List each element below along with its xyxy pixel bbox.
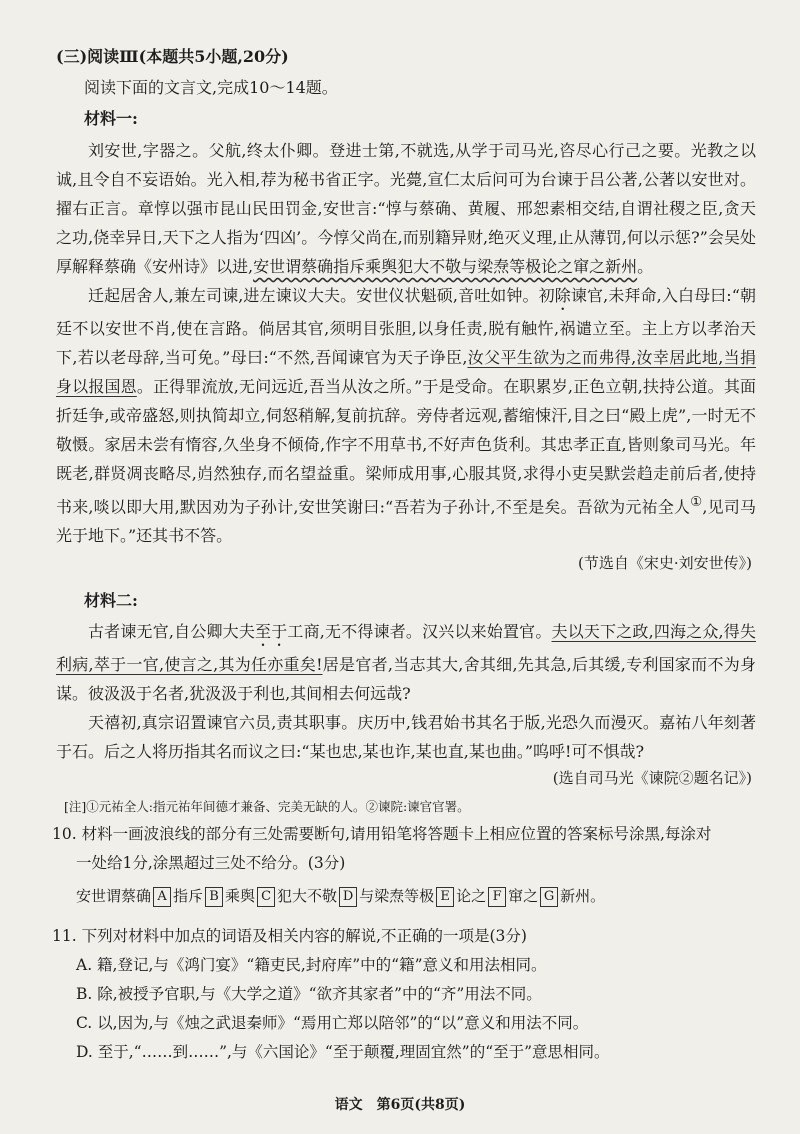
segment-text: 乘舆 bbox=[225, 887, 256, 905]
material1-paragraph-1: 刘安世,字器之。父航,终太仆卿。登进士第,不就选,从学于司马光,咨尽心行己之要。光教之以诚,且令自不妄语始。光入相,荐为秘书省正字。光薨,宣仁太后问可为台谏于吕公著,公著以安世对。擢右正言。章惇以强市昆山民田罚金,安世言:“惇与蔡确、黄履、邢恕素相交结,自谓社稷之臣,贪天之功,侥幸异日,天下之人指为‘四凶’。今惇父尚在,而别籍异财,绝灭义理,止从薄罚,何以示惩?”会吴处厚解释蔡确《安州诗》以进,安世谓蔡确指斥乘舆犯大不敬与梁焘等极论之窜之新州。 bbox=[56, 141, 756, 276]
answer-box-d[interactable]: D bbox=[339, 887, 357, 907]
material2-label: 材料二: bbox=[84, 591, 138, 610]
footnotes: [注]①元祐全人:指元祐年间德才兼备、完美无缺的人。②谏院:谏官官署。 bbox=[64, 799, 470, 814]
question-11 bbox=[52, 922, 760, 1067]
answer-box-b[interactable]: B bbox=[205, 887, 223, 907]
material2-paragraph-1: 古者谏无官,自公卿大夫至于工商,无不得谏者。汉兴以来始置官。夫以天下之政,四海之众,得失利病,萃于一官,使言之,其为任亦重矣!居是官者,当志其大,舍其细,先其急,后其缓,专利国家而不为身谋。彼汲汲于名者,犹汲汲于利也,其间相去何远哉? bbox=[56, 622, 756, 703]
answer-box-a[interactable]: A bbox=[153, 887, 171, 907]
segment-text: 论之 bbox=[456, 887, 487, 905]
underlined-sentence-1: 汝父平生欲为之而弗得,汝幸居此地,当捐身以报国恩 bbox=[56, 348, 756, 396]
dotted-word-zhiyu: 至于 bbox=[255, 622, 288, 641]
option-c[interactable]: C. 以,因为,与《烛之武退秦师》“焉用亡郑以陪邻”的“以”意义和用法不同。 bbox=[76, 1014, 589, 1032]
answer-box-g[interactable]: G bbox=[540, 887, 558, 907]
question-11-stem: 11. 下列对材料中加点的词语及相关内容的解说,不正确的一项是(3分) bbox=[52, 927, 527, 945]
segment-text: 指斥 bbox=[173, 887, 204, 905]
question-10-line-2: 一处给1分,涂黑超过三处不给分。(3分) bbox=[76, 854, 346, 872]
wavy-underlined-text: 安世谓蔡确指斥乘舆犯大不敬与梁焘等极论之窜之新州 bbox=[253, 257, 638, 276]
question-10 bbox=[52, 820, 760, 878]
page-footer: 语文 第6页(共8页) bbox=[334, 1097, 466, 1113]
material2-source: (选自司马光《谏院②题名记》) bbox=[552, 769, 752, 787]
answer-boxes-row bbox=[76, 885, 605, 907]
footnote-marker-1: ① bbox=[690, 495, 703, 510]
segment-text: 新州。 bbox=[560, 887, 606, 905]
section-title: (三)阅读Ⅲ(本题共5小题,20分) bbox=[56, 47, 289, 66]
material1-label: 材料一: bbox=[84, 109, 138, 128]
question-10-line-1: 10. 材料一画波浪线的部分有三处需要断句,请用铅笔将答题卡上相应位置的答案标号涂黑,每涂对 bbox=[52, 825, 712, 843]
option-b[interactable]: B. 除,被授予官职,与《大学之道》“欲齐其家者”中的“齐”用法不同。 bbox=[76, 985, 542, 1003]
material2-paragraph-2: 天禧初,真宗诏置谏官六员,责其职事。庆历中,钱君始书其名于版,光恐久而漫灭。嘉祐八年刻著于石。后之人将历指其名而议之曰:“某也忠,某也诈,某也直,某也曲。”呜呼!可不惧哉? bbox=[56, 713, 756, 761]
material1-paragraph-2: 迁起居舍人,兼左司谏,进左谏议大夫。安世仪状魁硕,音吐如钟。初除谏官,未拜命,入白母曰:“朝廷不以安世不肖,使在言路。倘居其官,须明目张胆,以身任责,脱有触忤,祸谴立至。主上方以孝治天下,若以老母辞,当可免。”母曰:“不然,吾闻谏官为天子诤臣,汝父平生欲为之而弗得,汝幸居此地,当捐身以报国恩。正得罪流放,无问远近,吾当从汝之所。”于是受命。在职累岁,正色立朝,扶持公道。其面折廷争,或帝盛怒,则执简却立,伺怒稍解,复前抗辞。旁侍者远观,蓄缩悚汗,目之曰“殿上虎”,一时无不敬慑。家居未尝有惰容,久坐身不倾倚,作字不用草书,不好声色货利。其忠孝正直,皆则象司马光。年既老,群贤凋丧略尽,岿然独存,而名望益重。梁师成用事,心服其贤,求得小吏吴默尝趋走前后者,使持书来,啖以即大用,默因劝为子孙计,安世笑谢曰:“吾若为子孙计,不至是矣。吾欲为元祐全人①,见司马光于地下。”还其书不答。 bbox=[56, 286, 757, 546]
option-d[interactable]: D. 至于,“……到……”,与《六国论》“至于颠覆,理固宜然”的“至于”意思相同。 bbox=[76, 1043, 610, 1061]
underlined-sentence-2: 夫以天下之政,四海之众,得失利病,萃于一官,使言之,其为任亦重矣! bbox=[56, 622, 756, 674]
segment-text: 与梁焘等极 bbox=[359, 887, 435, 905]
dotted-word-chu: 除 bbox=[554, 286, 571, 305]
option-a[interactable]: A. 籍,登记,与《鸿门宴》“籍吏民,封府库”中的“籍”意义和用法相同。 bbox=[76, 956, 547, 974]
answer-box-f[interactable]: F bbox=[488, 887, 506, 907]
instruction: 阅读下面的文言文,完成10～14题。 bbox=[84, 78, 338, 97]
segment-text: 安世谓蔡确 bbox=[76, 887, 152, 905]
material1-body bbox=[56, 136, 756, 550]
material2-body bbox=[56, 617, 756, 766]
answer-box-e[interactable]: E bbox=[436, 887, 454, 907]
material1-source: (节选自《宋史·刘安世传》) bbox=[578, 554, 752, 572]
segment-text: 犯大不敬 bbox=[277, 887, 338, 905]
segment-text: 窜之 bbox=[508, 887, 539, 905]
answer-box-c[interactable]: C bbox=[257, 887, 275, 907]
